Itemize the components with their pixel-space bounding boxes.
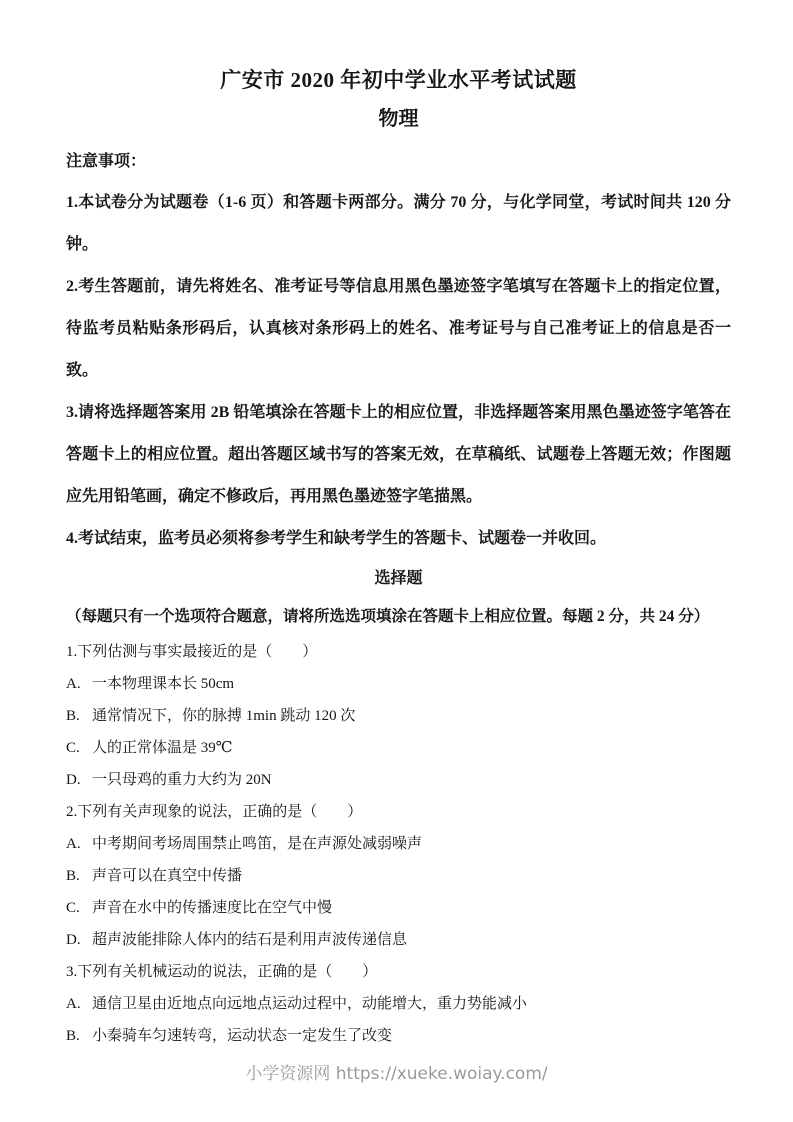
option-text: 人的正常体温是 39℃	[92, 740, 233, 756]
section-heading-choice: 选择题	[374, 570, 423, 587]
option-label: C.	[66, 740, 80, 756]
notice-section	[66, 142, 731, 560]
footer-watermark: 小学资源网 https://xueke.woiay.com/	[245, 1064, 548, 1084]
question-stem: 1.下列估测与事实最接近的是（ ）	[66, 644, 318, 660]
option-text: 声音在水中的传播速度比在空气中慢	[92, 900, 333, 916]
option-text: 声音可以在真空中传播	[92, 868, 243, 884]
option-label: D.	[66, 932, 81, 948]
option-text: 中考期间考场周围禁止鸣笛，是在声源处减弱噪声	[92, 836, 423, 852]
answer-option	[66, 1020, 731, 1052]
option-text: 一本物理课本长 50cm	[92, 676, 235, 692]
answer-option	[66, 732, 731, 764]
answer-option	[66, 668, 731, 700]
notice-item-1: 1.本试卷分为试题卷（1-6 页）和答题卡两部分。满分 70 分，与化学同堂，考试时间共 120 分钟。	[66, 194, 731, 253]
question-2	[66, 796, 731, 956]
section-instruction: （每题只有一个选项符合题意，请将所选选项填涂在答题卡上相应位置。每题 2 分，共 24 分）	[66, 608, 710, 625]
option-label: B.	[66, 868, 80, 884]
question-1	[66, 636, 731, 796]
option-text: 通信卫星由近地点向远地点运动过程中，动能增大，重力势能减小	[92, 996, 528, 1012]
exam-subject: 物理	[378, 108, 419, 130]
notice-heading: 注意事项：	[66, 153, 147, 170]
answer-option	[66, 892, 731, 924]
option-text: 通常情况下，你的脉搏 1min 跳动 120 次	[92, 708, 356, 724]
answer-option	[66, 924, 731, 956]
option-label: B.	[66, 708, 80, 724]
option-label: A.	[66, 836, 81, 852]
answer-option	[66, 764, 731, 796]
option-text: 超声波能排除人体内的结石是利用声波传递信息	[92, 932, 408, 948]
question-stem: 3.下列有关机械运动的说法，正确的是（ ）	[66, 964, 378, 980]
exam-title: 广安市 2020 年初中学业水平考试试题	[220, 68, 577, 92]
questions-list	[66, 636, 731, 1052]
notice-item-2: 2.考生答题前，请先将姓名、准考证号等信息用黑色墨迹签字笔填写在答题卡上的指定位置，待监考员粘贴条形码后，认真核对条形码上的姓名、准考证号与自己准考证上的信息是否一致。	[66, 278, 731, 379]
option-text: 一只母鸡的重力大约为 20N	[92, 772, 272, 788]
question-stem: 2.下列有关声现象的说法，正确的是（ ）	[66, 804, 363, 820]
notice-item-3: 3.请将选择题答案用 2B 铅笔填涂在答题卡上的相应位置，非选择题答案用黑色墨迹签字笔答在答题卡上的相应位置。超出答题区域书写的答案无效，在草稿纸、试题卷上答题无效；作图题应先用铅笔画，确定不修政后，再用黑色墨迹签字笔描黑。	[66, 404, 731, 505]
option-label: D.	[66, 772, 81, 788]
option-label: A.	[66, 676, 81, 692]
notice-item-4: 4.考试结束，监考员必须将参考学生和缺考学生的答题卡、试题卷一并收回。	[66, 530, 607, 547]
question-3	[66, 956, 731, 1052]
option-label: A.	[66, 996, 81, 1012]
answer-option	[66, 860, 731, 892]
answer-option	[66, 700, 731, 732]
answer-option	[66, 828, 731, 860]
answer-option	[66, 988, 731, 1020]
option-label: C.	[66, 900, 80, 916]
option-text: 小秦骑车匀速转弯，运动状态一定发生了改变	[92, 1028, 393, 1044]
option-label: B.	[66, 1028, 80, 1044]
